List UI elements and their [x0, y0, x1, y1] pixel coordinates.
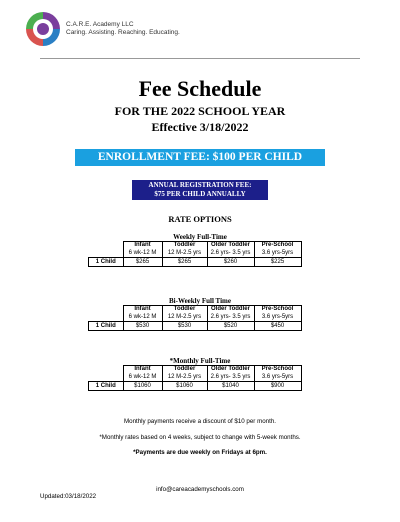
price-cell: $265: [123, 258, 162, 267]
monthly-section-title: *Monthly Full-Time: [169, 357, 231, 365]
effective-date: Effective 3/18/2022: [151, 120, 249, 134]
header-divider: [40, 58, 360, 59]
table-row: [89, 382, 302, 391]
price-cell: $1060: [123, 382, 162, 391]
row-label: 1 Child: [89, 322, 124, 331]
column-header: Pre-School 3.6 yrs-5yrs: [254, 242, 301, 258]
biweekly-rate-table: [88, 305, 302, 331]
price-cell: $530: [123, 322, 162, 331]
row-label: 1 Child: [89, 258, 124, 267]
registration-fee-line2: $75 PER CHILD ANNUALLY: [154, 190, 246, 198]
header: [26, 12, 180, 46]
monthly-rate-table: [88, 365, 302, 391]
column-header: Pre-School 3.6 yrs-5yrs: [254, 306, 301, 322]
price-cell: $450: [254, 322, 301, 331]
column-header: Older Toddler 2.6 yrs- 3.5 yrs: [207, 366, 254, 382]
column-header: Infant 6 wk-12 M: [123, 366, 162, 382]
weekly-section-title: Weekly Full-Time: [173, 233, 227, 241]
registration-fee-banner: [132, 180, 268, 200]
table-header-row: [89, 242, 302, 258]
column-header: Infant 6 wk-12 M: [123, 242, 162, 258]
payment-due-note: *Payments are due weekly on Fridays at 6pm.: [133, 449, 267, 456]
registration-fee-line1: ANNUAL REGISTRATION FEE:: [148, 181, 252, 189]
column-header: Older Toddler 2.6 yrs- 3.5 yrs: [207, 306, 254, 322]
page-subtitle: FOR THE 2022 SCHOOL YEAR: [114, 104, 286, 118]
discount-note: Monthly payments receive a discount of $10 per month.: [123, 418, 277, 425]
price-cell: $520: [207, 322, 254, 331]
org-tagline: Caring. Assisting. Reaching. Educating.: [66, 29, 180, 36]
price-cell: $225: [254, 258, 301, 267]
column-header: Toddler 12 M-2.5 yrs: [162, 242, 207, 258]
monthly-note: *Monthly rates based on 4 weeks, subject to change with 5-week months.: [99, 434, 301, 441]
price-cell: $265: [162, 258, 207, 267]
table-row: [89, 322, 302, 331]
enrollment-fee-banner: ENROLLMENT FEE: $100 PER CHILD: [75, 149, 325, 166]
table-header-row: [89, 306, 302, 322]
price-cell: $260: [207, 258, 254, 267]
column-header: Toddler 12 M-2.5 yrs: [162, 366, 207, 382]
org-name: C.A.R.E. Academy LLC: [66, 21, 134, 28]
column-header: Older Toddler 2.6 yrs- 3.5 yrs: [207, 242, 254, 258]
page-title: Fee Schedule: [138, 76, 262, 101]
academy-logo: [26, 12, 60, 46]
price-cell: $1060: [162, 382, 207, 391]
column-header: Toddler 12 M-2.5 yrs: [162, 306, 207, 322]
weekly-rate-table: [88, 241, 302, 267]
price-cell: $1040: [207, 382, 254, 391]
biweekly-section-title: Bi-Weekly Full Time: [169, 297, 231, 305]
contact-email[interactable]: info@careacademyschools.com: [156, 486, 244, 493]
updated-date: Updated:03/18/2022: [40, 493, 97, 500]
price-cell: $530: [162, 322, 207, 331]
rate-options-heading: RATE OPTIONS: [168, 214, 232, 224]
column-header: Pre-School 3.6 yrs-5yrs: [254, 366, 301, 382]
org-info: [66, 21, 180, 37]
row-label: 1 Child: [89, 382, 124, 391]
column-header: Infant 6 wk-12 M: [123, 306, 162, 322]
table-row: [89, 258, 302, 267]
table-header-row: [89, 366, 302, 382]
price-cell: $900: [254, 382, 301, 391]
